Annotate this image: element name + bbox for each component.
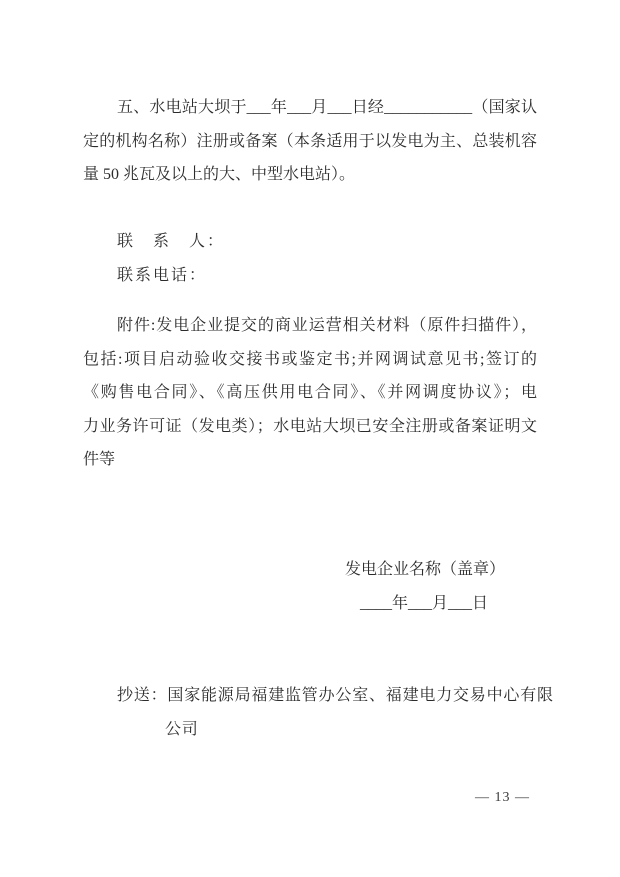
signature-date-line: ____年___月___日 — [359, 594, 488, 612]
cc-recipients: 国家能源局福建监管办公室、福建电力交易中心有限 — [167, 687, 554, 704]
attachment-line-3: 《购售电合同》、《高压供用电合同》、《并网调度协议》；电 — [83, 384, 537, 401]
contact-block — [117, 225, 417, 292]
attachment-line-5: 件等 — [83, 451, 116, 468]
cc-label: 抄送： — [117, 687, 168, 704]
attachment-line-2: 包括:项目启动验收交接书或鉴定书;并网调试意见书;签订的 — [83, 350, 537, 368]
attachment-paragraph — [83, 309, 537, 477]
main-paragraph-line-2: 定的机构名称）注册或备案（本条适用于以发电为主、总装机容 — [83, 132, 537, 150]
signature-company-line: 发电企业名称（盖章） — [345, 561, 506, 578]
cc-block — [117, 679, 562, 746]
contact-phone-label: 联系电话： — [117, 266, 208, 284]
cc-line-2: 公司 — [165, 720, 199, 738]
main-paragraph-line-1: 五、水电站大坝于___年___月___日经___________（国家认 — [117, 99, 537, 116]
cc-line-1 — [117, 679, 562, 713]
attachment-line-4: 力业务许可证（发电类）；水电站大坝已安全注册或备案证明文 — [83, 417, 537, 435]
signature-block — [345, 553, 506, 620]
contact-person-label: 联 系 人： — [117, 233, 226, 250]
attachment-line-1: 附件:发电企业提交的商业运营相关材料（原件扫描件）， — [117, 317, 537, 334]
main-paragraph-line-3: 量 50 兆瓦及以上的大、中型水电站）。 — [83, 166, 356, 183]
page-number: — 13 — — [475, 790, 530, 805]
main-paragraph — [83, 91, 537, 192]
